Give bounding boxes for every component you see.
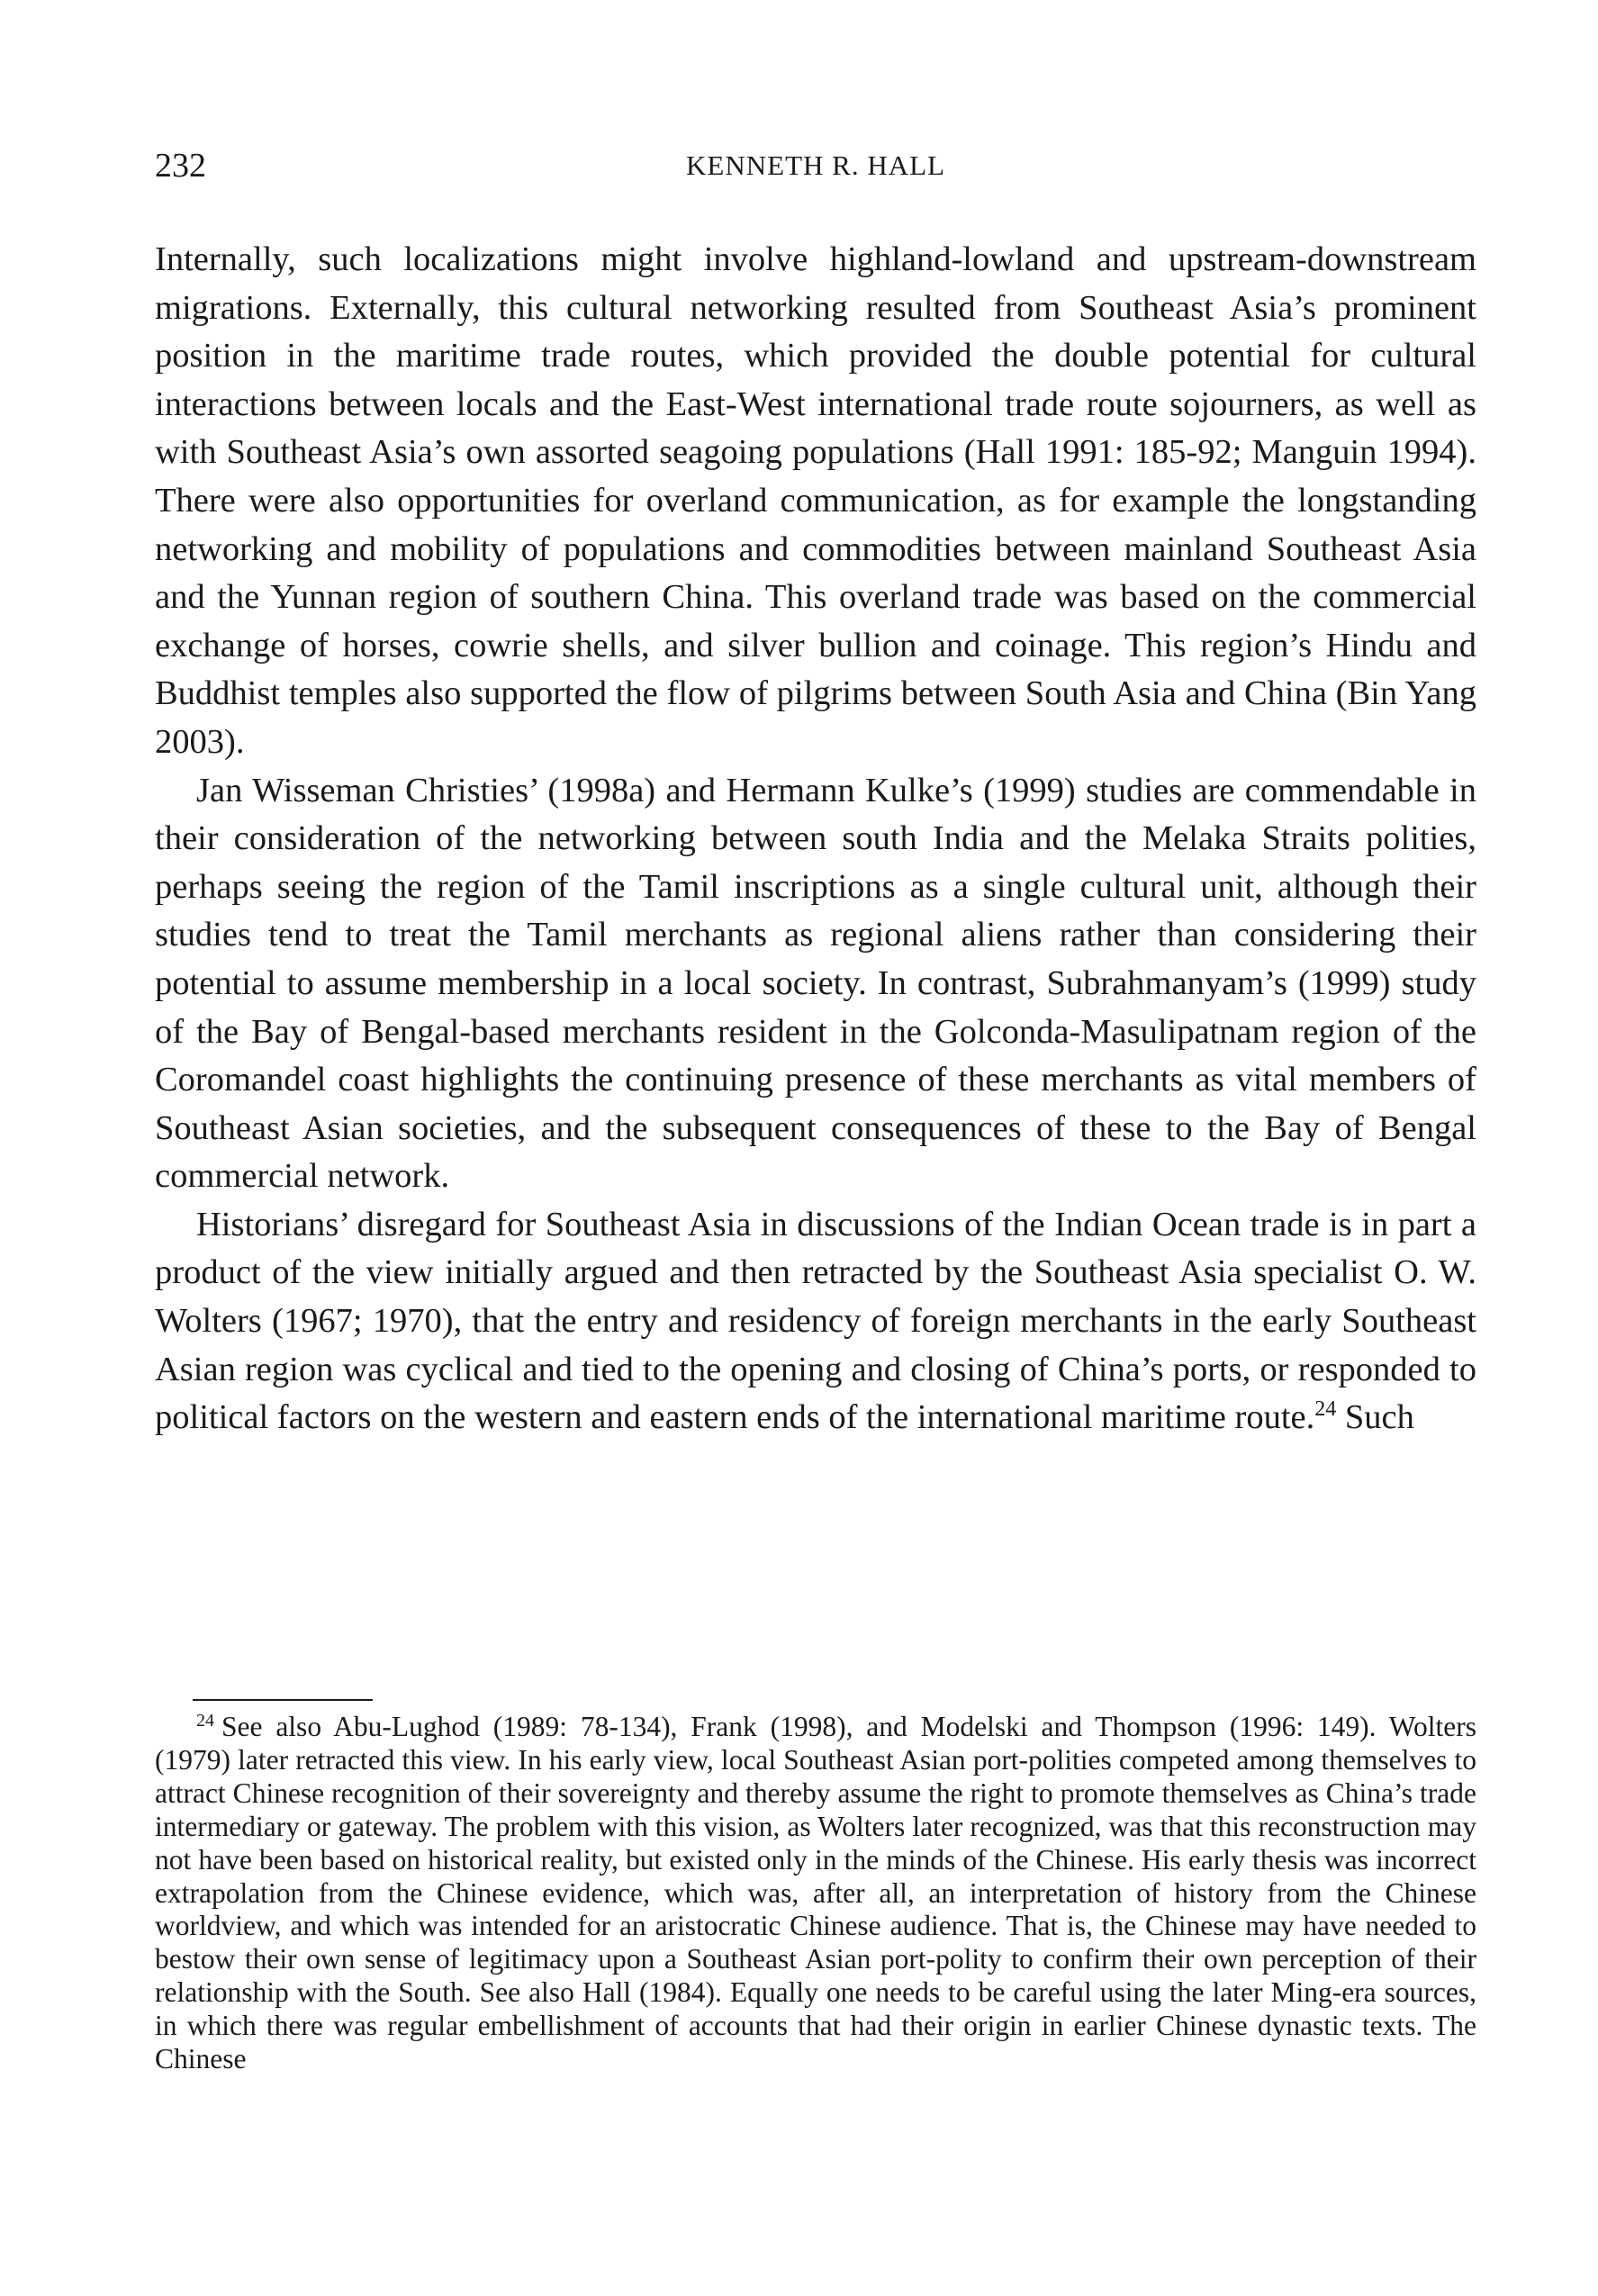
footnote-text: See also Abu-Lughod (1989: 78-134), Frank (1998), and Modelski and Thompson (1996: 149). Wolters (1979) later retracted this view. In his early view, local Southeast Asian port-polities competed among themselves to attract Chinese recognition of their sovereignty and thereby assume the right to promote themselves as China’s trade intermediary or gateway. The problem with this vision, as Wolters later recognized, was that this reconstruction may not have been based on historical reality, but existed only in the minds of the Chinese. His early thesis was incorrect extrapolation from the Chinese evidence, which was, after all, an interpretation of history from the Chinese worldview, and which was intended for an aristocratic Chinese audience. That is, the Chinese may have needed to bestow their own sense of legitimacy upon a Southeast Asian port-polity to confirm their own perception of their relationship with the South. See also Hall (1984). Equally one needs to be careful using the later Ming-era sources, in which there was regular embellishment of accounts that had their origin in earlier Chinese dynastic texts. The Chinese <box>155 1711 1476 2075</box>
footnote-marker: 24 <box>196 1710 214 1731</box>
paragraph-continuation: Such <box>1344 1398 1414 1437</box>
main-text <box>155 236 1476 1442</box>
paragraph: Internally, such localizations might involve highland-lowland and upstream-downstream migrations. Externally, this cultural networking resulted from Southeast Asia’s prominent position in the maritime trade routes, which provided the double potential for cultural interactions between locals and the East-West international trade route sojourners, as well as with Southeast Asia’s own assorted seagoing populations (Hall 1991: 185-92; Manguin 1994). There were also opportunities for overland communication, as for example the longstanding networking and mobility of populations and commodities between mainland Southeast Asia and the Yunnan region of southern China. This overland trade was based on the commercial exchange of horses, cowrie shells, and silver bullion and coinage. This region’s Hindu and Buddhist temples also supported the flow of pilgrims between South Asia and China (Bin Yang 2003). <box>155 240 1476 761</box>
paragraph: Jan Wisseman Christies’ (1998a) and Hermann Kulke’s (1999) studies are commendable in their consideration of the networking between south India and the Melaka Straits polities, perhaps seeing the region of the Tamil inscriptions as a single cultural unit, although their studies tend to treat the Tamil merchants as regional aliens rather than considering their potential to assume membership in a local society. In contrast, Subrahmanyam’s (1999) study of the Bay of Bengal-based merchants resident in the Golconda-Masulipatnam region of the Coromandel coast highlights the continuing presence of these merchants as vital members of Southeast Asian societies, and the subsequent consequences of these to the Bay of Bengal commercial network. <box>155 771 1476 1196</box>
footnote <box>155 1711 1476 2076</box>
running-head: KENNETH R. HALL <box>686 149 945 181</box>
page-number: 232 <box>155 147 206 185</box>
page-header <box>155 144 1476 187</box>
paragraph-with-footnote <box>155 1201 1476 1442</box>
footnote-reference[interactable]: 24 <box>1314 1397 1337 1422</box>
footnote-divider <box>193 1699 373 1701</box>
paragraph-text: Historians’ disregard for Southeast Asia in discussions of the Indian Ocean trade is in part a product of the view initially argued and then retracted by the Southeast Asia specialist O. W. Wolters (1967; 1970), that the entry and residency of foreign merchants in the early Southeast Asian region was cyclical and tied to the opening and closing of China’s ports, or responded to political factors on the western and eastern ends of the international maritime route. <box>155 1205 1476 1437</box>
footnotes <box>155 1711 1476 2076</box>
